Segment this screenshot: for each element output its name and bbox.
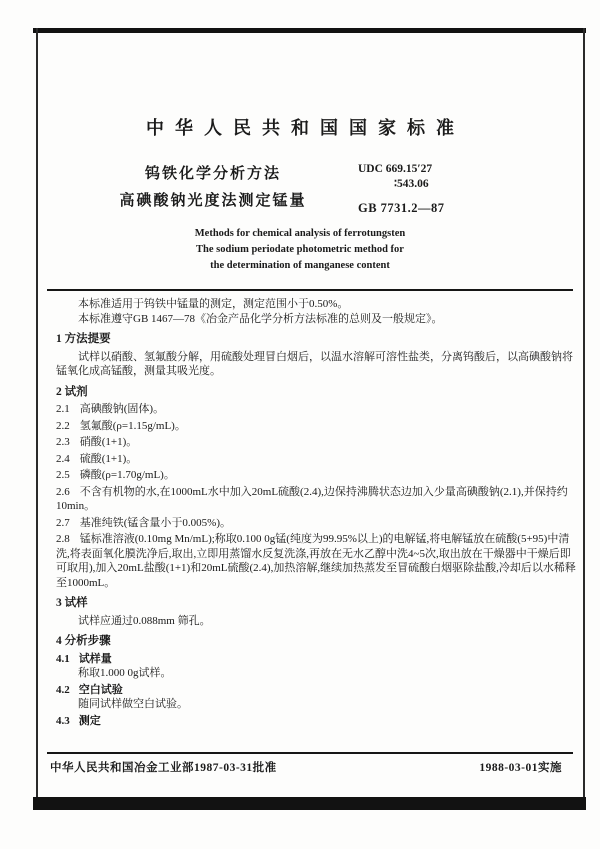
- document-title-en-line3: the determination of manganese content: [210, 260, 390, 271]
- reagent-number: 2.3: [56, 436, 70, 448]
- step-body: 称取1.000 0g试样。: [78, 667, 172, 679]
- reagent-text: 硝酸(1+1)。: [79, 436, 138, 448]
- step-title: 测定: [78, 714, 101, 727]
- step-number: 4.3: [56, 714, 70, 727]
- scope-paragraph-2: 本标准遵守GB 1467—78《冶金产品化学分析方法标准的总则及一般规定》。: [78, 312, 443, 325]
- document-title-en-line2: The sodium periodate photometric method for: [196, 244, 404, 255]
- standard-number: GB 7731.2—87: [358, 201, 445, 215]
- reagent-text: 氢氟酸(ρ=1.15g/mL)。: [79, 419, 186, 432]
- reagent-item: [56, 485, 576, 514]
- reagent-item: [56, 468, 576, 483]
- reagent-item: [56, 452, 576, 467]
- standard-header: 中华人民共和国国家标准: [146, 118, 465, 138]
- reagent-text: 基准纯铁(锰含量小于0.005%)。: [79, 516, 231, 529]
- step-number: 4.1: [56, 652, 70, 665]
- udc-code-line1: UDC 669.15′27: [358, 163, 433, 175]
- section1-heading: 1 方法提要: [56, 333, 111, 345]
- scan-border-left: [36, 28, 38, 810]
- step-heading: [56, 714, 576, 729]
- document-title-cn-line1: 钨铁化学分析方法: [144, 166, 281, 182]
- step-title: 空白试验: [78, 683, 123, 696]
- reagent-number: 2.2: [56, 419, 70, 432]
- document-title-cn: [78, 161, 348, 215]
- reagent-item: [56, 516, 576, 531]
- scan-border-top: [33, 28, 586, 33]
- scan-border-bottom: [33, 797, 586, 810]
- udc-code-line2: ∶543.06: [394, 178, 429, 190]
- document-title-en: [40, 226, 560, 274]
- reagent-text: 不含有机物的水,在1000mL水中加入20mL硫酸(2.4),边保持沸腾状态边加入少量高碘酸钠(2.1),并保持约10min。: [56, 485, 568, 512]
- reagent-text: 高碘酸钠(固体)。: [79, 403, 165, 415]
- section3-heading: 3 试样: [56, 597, 88, 609]
- step-body: 随同试样做空白试验。: [78, 698, 188, 710]
- document-title-en-line1: Methods for chemical analysis of ferrotungsten: [194, 228, 406, 239]
- footer-implementation: 1988-03-01实施: [479, 762, 562, 774]
- code-block: [358, 162, 573, 216]
- reagent-number: 2.5: [56, 469, 70, 481]
- step-heading: [56, 652, 576, 667]
- document-title-cn-line2: 高碘酸钠光度法测定锰量: [119, 193, 307, 209]
- section1-body: 试样以硝酸、氢氟酸分解，用硫酸处理冒白烟后，以温水溶解可溶性盐类，分离钨酸后，以高碘酸钠将锰氧化成高锰酸，测量其吸光度。: [56, 350, 573, 377]
- reagent-item: [56, 419, 576, 434]
- reagent-item: [56, 532, 576, 590]
- reagent-text: 磷酸(ρ=1.70g/mL)。: [79, 469, 175, 481]
- scope-paragraph-1: 本标准适用于钨铁中锰量的测定，测定范围小于0.50%。: [78, 298, 349, 310]
- step-title: 试样量: [78, 652, 112, 665]
- scan-border-right: [583, 28, 585, 810]
- reagent-number: 2.7: [56, 516, 70, 529]
- section4-heading: 4 分析步骤: [56, 635, 111, 647]
- section3-body: 试样应通过0.088mm 筛孔。: [78, 614, 211, 627]
- reagent-text: 硫酸(1+1)。: [79, 452, 138, 465]
- step-heading: [56, 683, 576, 698]
- reagent-item: [56, 435, 576, 450]
- header-rule: [47, 289, 573, 291]
- reagent-item: [56, 402, 576, 417]
- step-number: 4.2: [56, 683, 70, 696]
- reagent-number: 2.8: [56, 533, 70, 545]
- reagent-number: 2.4: [56, 452, 70, 465]
- footer-approval: 中华人民共和国冶金工业部1987-03-31批准: [50, 762, 277, 774]
- reagent-number: 2.1: [56, 403, 70, 415]
- reagent-text: 锰标准溶液(0.10mg Mn/mL);称取0.100 0g锰(纯度为99.95%以上)的电解锰,将电解锰放在硫酸(5+95)中清洗,将表面氧化膜洗净后,取出,立即用蒸馏水反复洗涤,再放在无水乙醇中洗4~5次,取出放在干燥器中干燥后即可取用),加入20mL盐酸(1+1)和20mL硫酸(2.4),加热溶解,继续加热蒸发至冒硫酸白烟驱除盐酸,冷却后以水稀释至1000mL。: [56, 533, 576, 589]
- footer-rule: [47, 752, 573, 754]
- section2-heading: 2 试剂: [56, 385, 88, 398]
- reagent-number: 2.6: [56, 485, 70, 498]
- document-body: [56, 297, 576, 728]
